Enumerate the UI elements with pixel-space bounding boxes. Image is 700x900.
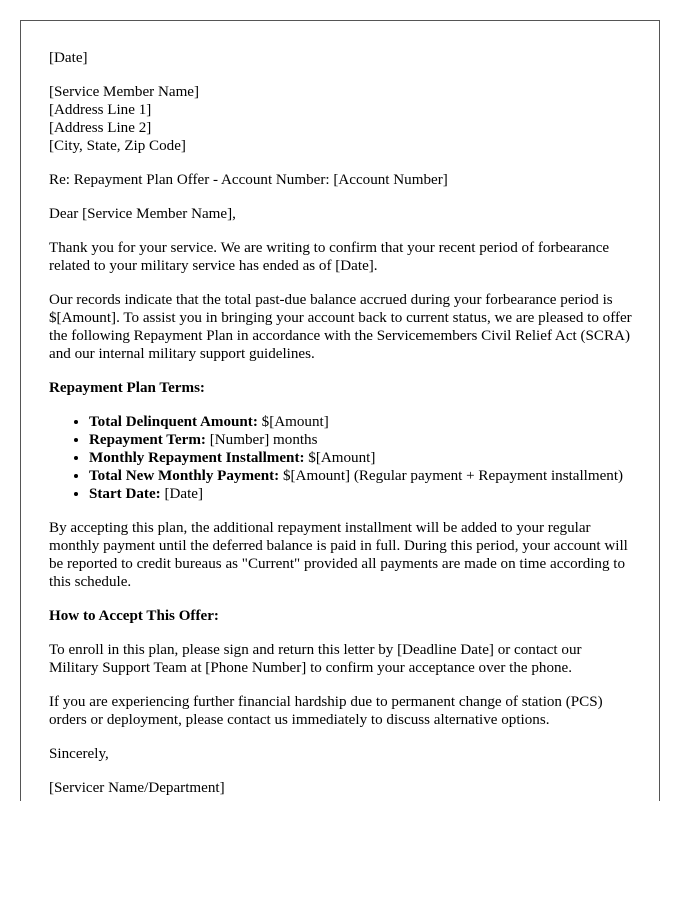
paragraph-enroll: To enroll in this plan, please sign and return this letter by [Deadline Date] or contact our Military Support Team at [Phone Number] to confirm your acceptance over the phone. bbox=[49, 642, 582, 676]
letter-subject: Re: Repayment Plan Offer - Account Number: [Account Number] bbox=[49, 172, 448, 188]
term-value: $[Amount] bbox=[304, 450, 376, 466]
term-value: [Date] bbox=[160, 486, 203, 502]
term-item-delinquent-amount bbox=[89, 413, 633, 431]
terms-list bbox=[49, 413, 633, 503]
term-label: Total Delinquent Amount: bbox=[89, 414, 258, 430]
accept-heading: How to Accept This Offer: bbox=[49, 608, 219, 624]
letter-date: [Date] bbox=[49, 50, 88, 66]
term-label: Total New Monthly Payment: bbox=[89, 468, 280, 484]
recipient-city-state-zip: [City, State, Zip Code] bbox=[49, 138, 186, 154]
recipient-name: [Service Member Name] bbox=[49, 84, 200, 100]
term-item-start-date bbox=[89, 485, 633, 503]
paragraph-hardship: If you are experiencing further financial hardship due to permanent change of station (PCS) orders or deployment, please contact us immediately to discuss alternative options. bbox=[49, 694, 603, 728]
paragraph-acceptance-terms: By accepting this plan, the additional repayment installment will be added to your regular monthly payment until the deferred balance is paid in full. During this period, your account will be reported to credit bureaus as "Current" provided all payments are made on time according to this schedule. bbox=[49, 520, 628, 590]
term-label: Start Date: bbox=[89, 486, 161, 502]
recipient-block bbox=[49, 83, 633, 155]
term-item-repayment-term bbox=[89, 431, 633, 449]
signature-line: [Servicer Name/Department] bbox=[49, 780, 225, 796]
recipient-address-line-1: [Address Line 1] bbox=[49, 102, 152, 118]
recipient-address-line-2: [Address Line 2] bbox=[49, 120, 152, 136]
term-item-monthly-installment bbox=[89, 449, 633, 467]
letter-page bbox=[20, 20, 660, 801]
letter-salutation: Dear [Service Member Name], bbox=[49, 206, 236, 222]
term-label: Monthly Repayment Installment: bbox=[89, 450, 305, 466]
letter-closing: Sincerely, bbox=[49, 746, 109, 762]
term-value: [Number] months bbox=[205, 432, 318, 448]
term-label: Repayment Term: bbox=[89, 432, 206, 448]
terms-heading: Repayment Plan Terms: bbox=[49, 380, 205, 396]
term-item-total-monthly-payment bbox=[89, 467, 633, 485]
term-value: $[Amount] (Regular payment + Repayment installment) bbox=[279, 468, 624, 484]
paragraph-confirmation: Thank you for your service. We are writing to confirm that your recent period of forbearance related to your military service has ended as of [Date]. bbox=[49, 240, 610, 274]
letter-content bbox=[49, 49, 633, 801]
term-value: $[Amount] bbox=[257, 414, 329, 430]
paragraph-balance: Our records indicate that the total past-due balance accrued during your forbearance period is $[Amount]. To assist you in bringing your account back to current status, we are pleased to offer the following Repayment Plan in accordance with the Servicemembers Civil Relief Act (SCRA) and our internal military support guidelines. bbox=[49, 292, 632, 362]
